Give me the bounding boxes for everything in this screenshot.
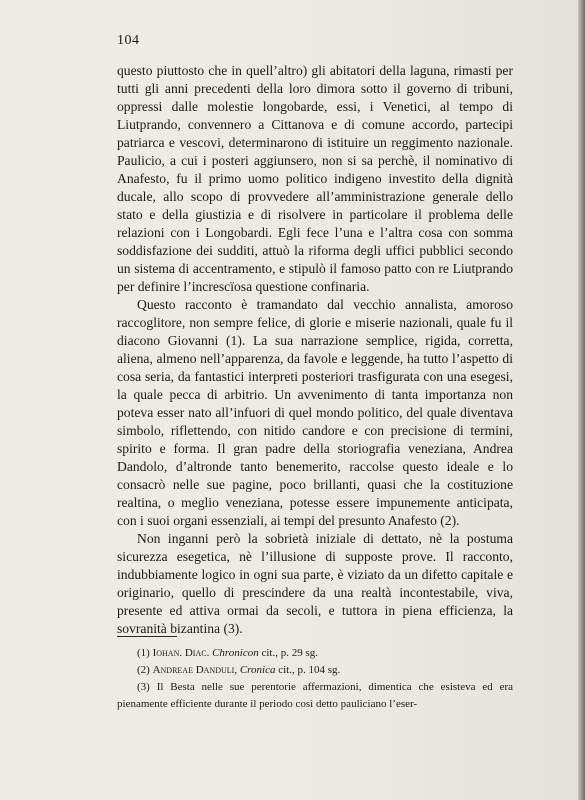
footnote-marker: (3)	[137, 681, 150, 693]
footnote-work: Chronicon	[212, 647, 259, 659]
footnote-marker: (1)	[137, 647, 150, 659]
paragraph: questo piuttosto che in quell’altro) gli abitatori della laguna, rimasti per tutti gli anni precedenti della loro dimora sotto il governo di tribuni, oppressi dalle molestie longobarde, essi, i Venetici, al tempo di Liutprando, convennero a Cittanova e di comune accordo, partecipi patriarca e vescovi, determinarono di istituire un reggimento nazionale. Paulicio, a cui i posteri aggiunsero, non si sa perchè, il nominativo di Anafesto, fu il primo uomo politico indigeno investito della dignità ducale, allo scopo di provvedere all’amministrazione generale dello stato e della giustizia e di risolvere in particolare il problema delle relazioni con i Longobardi. Egli fece l’una e l’altra cosa con somma soddisfazione dei sudditi, attuò la riforma degli uffici pubblici secondo un sistema di accentramento, e stipulò il famoso patto con re Liutprando per definire l’increscïosa questione confinaria.	[117, 63, 513, 294]
footnote-work: Cronica	[239, 664, 276, 676]
footnote-citation: Il Besta nelle sue perentorie affermazioni, dimentica che esisteva ed era pienamente efficiente durante il periodo così detto pauliciano l’eser-	[117, 681, 513, 710]
main-text	[117, 62, 513, 638]
footnote-marker: (2)	[137, 664, 150, 676]
footnote	[117, 645, 513, 662]
footnote-citation: cit., p. 29 sg.	[261, 647, 319, 659]
footnote-author: Iohan. Diac.	[152, 647, 210, 659]
page-edge-shadow	[578, 0, 585, 800]
page-number: 104	[117, 33, 140, 48]
footnote-author: Andreae Danduli,	[152, 664, 238, 676]
footnote-separator	[117, 636, 177, 637]
footnote-citation: cit., p. 104 sg.	[278, 664, 341, 676]
footnotes	[117, 645, 513, 713]
paragraph: Questo racconto è tramandato dal vecchio annalista, amoroso raccoglitore, non sempre felice, di glorie e miserie nazionali, quale fu il diacono Giovanni (1). La sua narrazione semplice, rigida, corretta, aliena, almeno nell’apparenza, da favole e leggende, ha tutto l’aspetto di cosa seria, da fantastici interpreti posteriori trasfigurata con una esegesi, la quale pecca di arbitrio. Un avvenimento di tanta importanza non poteva esser nato all’infuori di quel mondo politico, del quale diventava simbolo, riflettendo, con nitido candore e con precisione di termini, spirito e forma. Il gran padre della storiografia veneziana, Andrea Dandolo, d’altronde tanto benemerito, raccolse questo ideale e lo consacrò nelle sue pagine, poco brillanti, quasi che la costituzione realtina, o meglio veneziana, potesse essere impunemente anticipata, con i suoi organi essenziali, ai tempi del presunto Anafesto (2).	[117, 297, 513, 528]
paragraph: Non inganni però la sobrietà iniziale di dettato, nè la postuma sicurezza esegetica, nè l’illusione di supposte prove. Il racconto, indubbiamente logico in ogni sua parte, è viziato da un difetto capitale e originario, quello di prescindere da una realtà incontestabile, viva, presente ed attiva ormai da secoli, e tuttora in piena efficienza, la sovranità bizantina (3).	[117, 531, 513, 636]
footnote	[117, 679, 513, 713]
footnote	[117, 662, 513, 679]
